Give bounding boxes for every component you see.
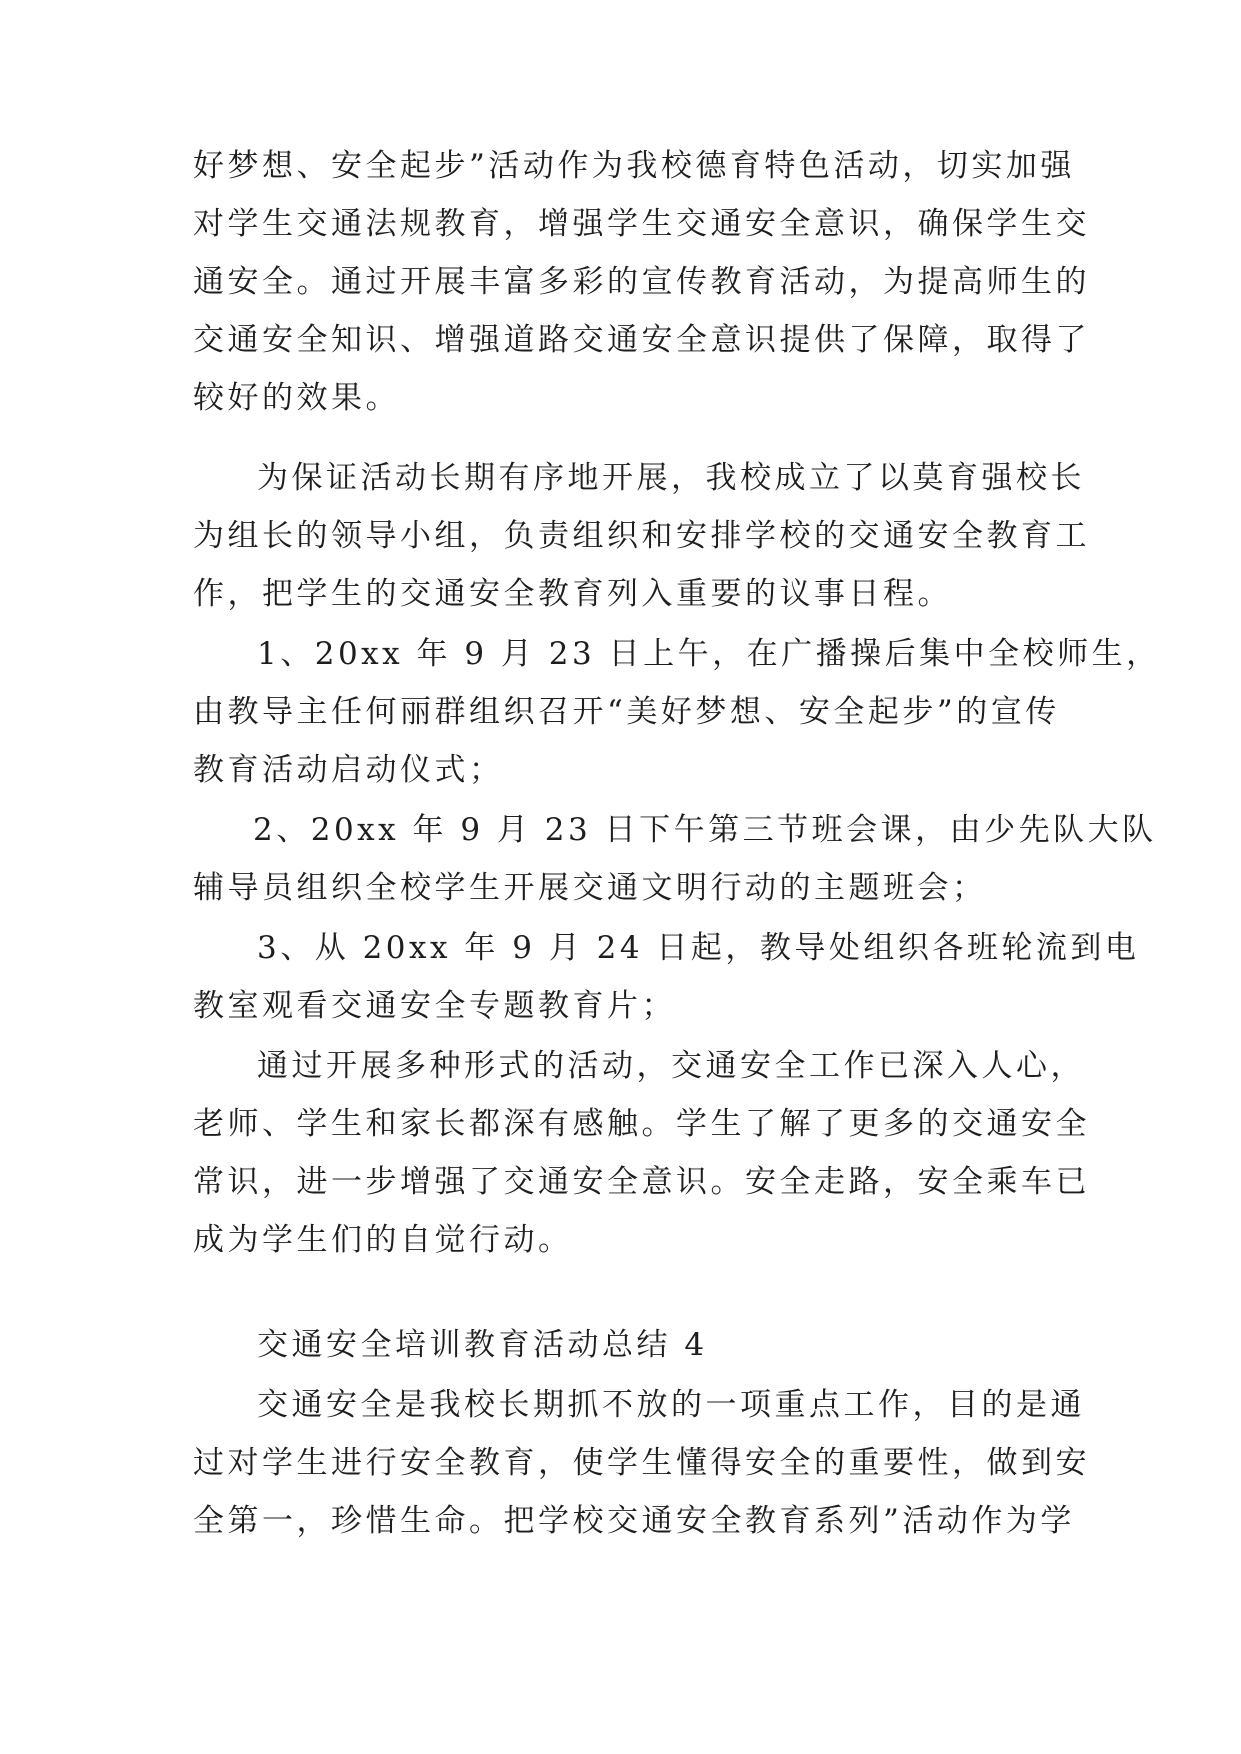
text-line: 较好的效果。 xyxy=(193,380,400,416)
text-line: 老师、学生和家长都深有感触。学生了解了更多的交通安全 xyxy=(193,1106,1090,1142)
text-line: 作，把学生的交通安全教育列入重要的议事日程。 xyxy=(193,576,952,612)
text-line: 通安全。通过开展丰富多彩的宣传教育活动，为提高师生的 xyxy=(193,264,1090,300)
text-line: 为组长的领导小组，负责组织和安排学校的交通安全教育工 xyxy=(193,518,1090,554)
text-line: 教室观看交通安全专题教育片； xyxy=(193,988,676,1024)
text-line: 交通安全是我校长期抓不放的一项重点工作，目的是通 xyxy=(257,1387,1085,1423)
text-line: 成为学生们的自觉行动。 xyxy=(193,1222,573,1258)
text-line: 好梦想、安全起步”活动作为我校德育特色活动，切实加强 xyxy=(193,148,1075,184)
section-heading: 交通安全培训教育活动总结 4 xyxy=(257,1327,708,1363)
text-line: 全第一，珍惜生命。把学校交通安全教育系列”活动作为学 xyxy=(193,1503,1075,1539)
text-line: 为保证活动长期有序地开展，我校成立了以莫育强校长 xyxy=(257,460,1085,496)
text-line: 1、20xx 年 9 月 23 日上午，在广播操后集中全校师生， xyxy=(257,636,1161,672)
text-line: 教育活动启动仪式； xyxy=(193,752,504,788)
text-line: 辅导员组织全校学生开展交通文明行动的主题班会； xyxy=(193,870,987,906)
text-line: 常识，进一步增强了交通安全意识。安全走路，安全乘车已 xyxy=(193,1164,1090,1200)
text-line: 通过开展多种形式的活动，交通安全工作已深入人心， xyxy=(257,1048,1085,1084)
text-line: 由教导主任何丽群组织召开“美好梦想、安全起步”的宣传 xyxy=(193,694,1060,730)
text-line: 2、20xx 年 9 月 23 日下午第三节班会课，由少先队大队 xyxy=(253,812,1157,848)
text-line: 交通安全知识、增强道路交通安全意识提供了保障，取得了 xyxy=(193,322,1090,358)
text-line: 3、从 20xx 年 9 月 24 日起，教导处组织各班轮流到电 xyxy=(257,930,1140,966)
text-line: 过对学生进行安全教育，使学生懂得安全的重要性，做到安 xyxy=(193,1445,1090,1481)
text-line: 对学生交通法规教育，增强学生交通安全意识，确保学生交 xyxy=(193,206,1090,242)
